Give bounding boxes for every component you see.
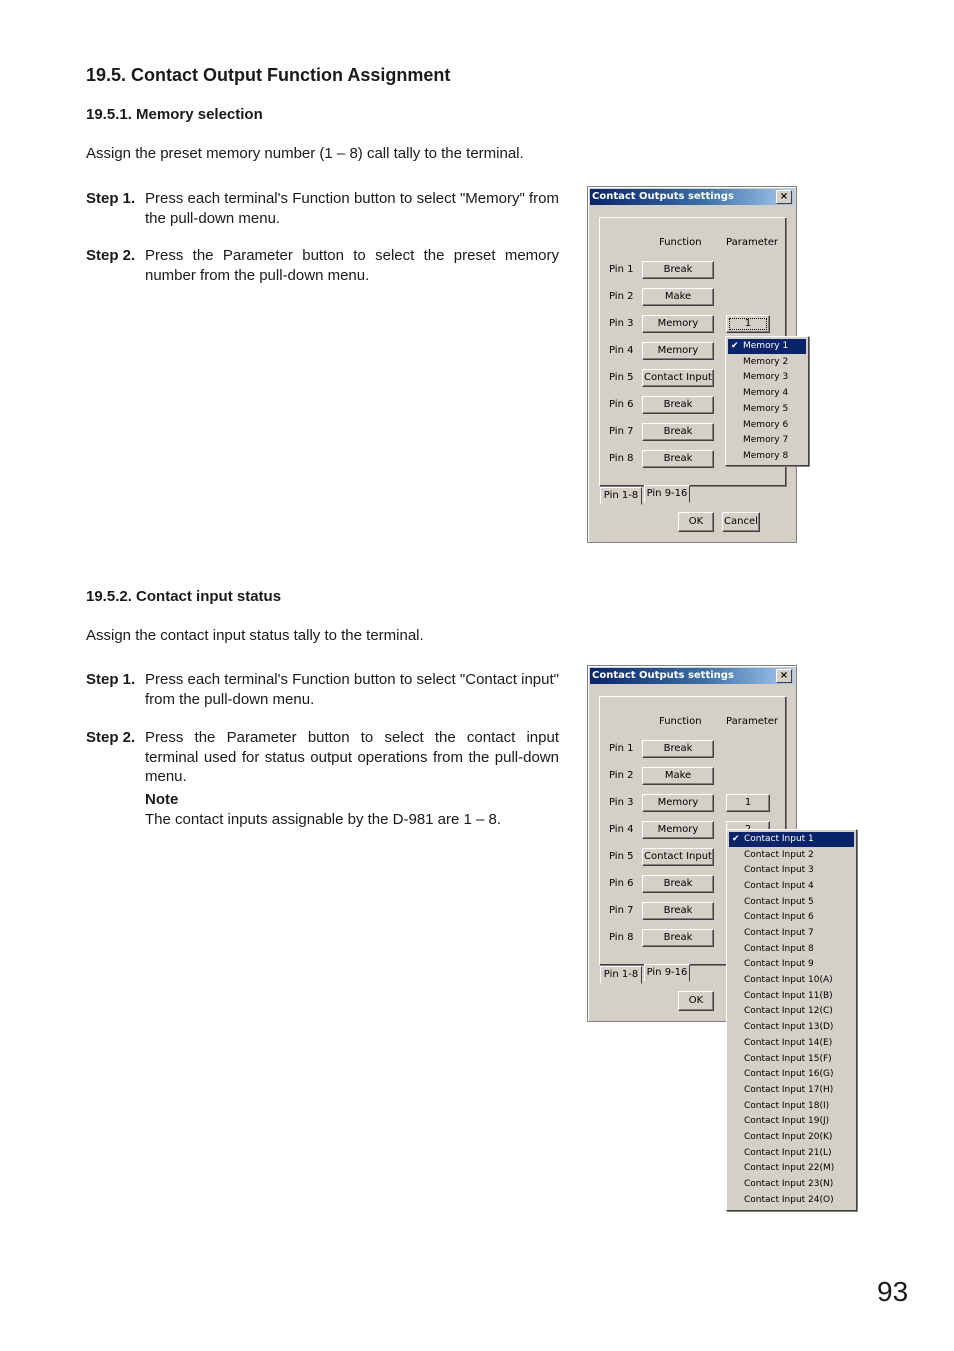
close-icon[interactable]: × xyxy=(776,190,792,204)
cancel-button[interactable]: Cancel xyxy=(722,512,760,532)
pin-3-label: Pin 3 xyxy=(609,318,634,329)
menu-item-contact-input-18[interactable]: Contact Input 18(I) xyxy=(744,1100,830,1111)
pin-5-function-button[interactable]: Contact Input xyxy=(642,369,714,387)
pin-1-function-button[interactable]: Break xyxy=(642,740,714,758)
menu-item-contact-input-21[interactable]: Contact Input 21(L) xyxy=(744,1147,832,1158)
pin-2-label: Pin 2 xyxy=(609,770,634,781)
step-label: Step 1. xyxy=(86,671,136,688)
menu-item-contact-input-20[interactable]: Contact Input 20(K) xyxy=(744,1131,833,1142)
memory-intro: Assign the preset memory number (1 – 8) call tally to the terminal. xyxy=(86,145,524,162)
step-label: Step 2. xyxy=(86,729,136,746)
check-icon: ✔ xyxy=(732,834,740,844)
pin-3-function-button[interactable]: Memory xyxy=(642,794,714,812)
pin-2-label: Pin 2 xyxy=(609,291,634,302)
memory-subsection-title: 19.5.1. Memory selection xyxy=(86,106,263,123)
pin-2-function-button[interactable]: Make xyxy=(642,288,714,306)
pin-6-function-button[interactable]: Break xyxy=(642,396,714,414)
page-number: 93 xyxy=(877,1276,909,1307)
menu-item-memory-4[interactable]: Memory 4 xyxy=(743,388,789,399)
parameter-column-header: Parameter xyxy=(726,716,779,727)
menu-item-contact-input-19[interactable]: Contact Input 19(J) xyxy=(744,1116,830,1127)
contact-input-dropdown-menu xyxy=(726,829,857,1211)
note-text: The contact inputs assignable by the D-981 are 1 – 8. xyxy=(145,810,502,828)
step-label: Step 2. xyxy=(86,247,136,264)
memory-step-2 xyxy=(86,246,559,286)
tab-pin-9-16[interactable]: Pin 9-16 xyxy=(644,964,690,982)
pin-6-label: Pin 6 xyxy=(609,878,634,889)
tab-pin-1-8[interactable]: Pin 1-8 xyxy=(600,487,642,505)
pin-4-function-button[interactable]: Memory xyxy=(642,821,714,839)
ok-button[interactable]: OK xyxy=(678,512,714,532)
pin-2-function-button[interactable]: Make xyxy=(642,767,714,785)
pin-8-label: Pin 8 xyxy=(609,932,634,943)
dialog-title: Contact Outputs settings xyxy=(592,670,734,681)
function-column-header: Function xyxy=(659,716,702,727)
step-text: Press each terminal's Function button to select "Contact input" from the pull-down menu. xyxy=(145,671,559,708)
contact-intro: Assign the contact input status tally to the terminal. xyxy=(86,627,424,644)
menu-item-contact-input-15[interactable]: Contact Input 15(F) xyxy=(744,1053,832,1064)
menu-item-contact-input-17[interactable]: Contact Input 17(H) xyxy=(744,1084,834,1095)
menu-item-memory-8[interactable]: Memory 8 xyxy=(743,450,789,461)
pin-4-label: Pin 4 xyxy=(609,345,634,356)
menu-item-contact-input-24[interactable]: Contact Input 24(O) xyxy=(744,1194,834,1205)
menu-item-memory-6[interactable]: Memory 6 xyxy=(743,419,789,430)
menu-item-memory-3[interactable]: Memory 3 xyxy=(743,372,789,383)
pin-5-function-button[interactable]: Contact Input xyxy=(642,848,714,866)
pin-5-label: Pin 5 xyxy=(609,851,634,862)
menu-item-contact-input-1[interactable]: ✔ Contact Input 1 xyxy=(729,832,854,847)
menu-item-contact-input-8[interactable]: Contact Input 8 xyxy=(744,943,814,954)
step-label: Step 1. xyxy=(86,190,136,207)
menu-item-contact-input-7[interactable]: Contact Input 7 xyxy=(744,928,814,939)
menu-item-contact-input-14[interactable]: Contact Input 14(E) xyxy=(744,1037,833,1048)
pin-3-function-button[interactable]: Memory xyxy=(642,315,714,333)
close-icon[interactable]: × xyxy=(776,669,792,683)
memory-dropdown-menu xyxy=(725,336,809,466)
menu-item-contact-input-16[interactable]: Contact Input 16(G) xyxy=(744,1069,834,1080)
parameter-column-header: Parameter xyxy=(726,237,779,248)
pin-1-label: Pin 1 xyxy=(609,743,634,754)
pin-4-function-button[interactable]: Memory xyxy=(642,342,714,360)
pin-1-function-button[interactable]: Break xyxy=(642,261,714,279)
pin-3-parameter-button[interactable]: 1 xyxy=(726,794,770,812)
menu-item-contact-input-6[interactable]: Contact Input 6 xyxy=(744,912,814,923)
menu-item-memory-2[interactable]: Memory 2 xyxy=(743,356,789,367)
pin-8-function-button[interactable]: Break xyxy=(642,450,714,468)
menu-item-memory-7[interactable]: Memory 7 xyxy=(743,435,789,446)
contact-step-1 xyxy=(86,670,559,710)
menu-item-memory-1[interactable]: ✔ Memory 1 xyxy=(728,339,806,354)
pin-5-label: Pin 5 xyxy=(609,372,634,383)
menu-item-memory-5[interactable]: Memory 5 xyxy=(743,403,789,414)
step-text: Press the Parameter button to select the preset memory number from the pull-down menu. xyxy=(145,247,559,284)
ok-button[interactable]: OK xyxy=(678,991,714,1011)
contact-subsection-title: 19.5.2. Contact input status xyxy=(86,588,282,605)
step-text: Press the Parameter button to select the contact input terminal used for status output operations from the pull-down menu. xyxy=(145,729,559,785)
menu-item-contact-input-22[interactable]: Contact Input 22(M) xyxy=(744,1163,835,1174)
tab-pin-9-16[interactable]: Pin 9-16 xyxy=(644,485,690,503)
check-icon: ✔ xyxy=(731,341,739,351)
menu-item-contact-input-2[interactable]: Contact Input 2 xyxy=(744,849,814,860)
menu-item-contact-input-12[interactable]: Contact Input 12(C) xyxy=(744,1006,833,1017)
step-text: Press each terminal's Function button to select "Memory" from the pull-down menu. xyxy=(145,190,559,227)
pin-4-label: Pin 4 xyxy=(609,824,634,835)
pin-1-label: Pin 1 xyxy=(609,264,634,275)
function-column-header: Function xyxy=(659,237,702,248)
menu-item-contact-input-23[interactable]: Contact Input 23(N) xyxy=(744,1178,834,1189)
contact-step-2 xyxy=(86,728,559,830)
pin-7-function-button[interactable]: Break xyxy=(642,902,714,920)
dialog-title-bar xyxy=(590,189,794,205)
tab-pin-1-8[interactable]: Pin 1-8 xyxy=(600,966,642,984)
pin-3-parameter-button[interactable]: 1 xyxy=(726,315,770,333)
menu-item-contact-input-5[interactable]: Contact Input 5 xyxy=(744,896,814,907)
note-title: Note xyxy=(145,790,179,808)
menu-item-contact-input-10[interactable]: Contact Input 10(A) xyxy=(744,975,833,986)
menu-item-contact-input-9[interactable]: Contact Input 9 xyxy=(744,959,814,970)
pin-3-label: Pin 3 xyxy=(609,797,634,808)
menu-item-contact-input-3[interactable]: Contact Input 3 xyxy=(744,865,814,876)
pin-6-label: Pin 6 xyxy=(609,399,634,410)
pin-8-label: Pin 8 xyxy=(609,453,634,464)
menu-item-contact-input-13[interactable]: Contact Input 13(D) xyxy=(744,1022,834,1033)
menu-item-contact-input-4[interactable]: Contact Input 4 xyxy=(744,881,814,892)
pin-8-function-button[interactable]: Break xyxy=(642,929,714,947)
menu-item-contact-input-11[interactable]: Contact Input 11(B) xyxy=(744,990,833,1001)
pin-6-function-button[interactable]: Break xyxy=(642,875,714,893)
pin-7-label: Pin 7 xyxy=(609,426,634,437)
pin-7-function-button[interactable]: Break xyxy=(642,423,714,441)
section-title: 19.5. Contact Output Function Assignment xyxy=(86,65,451,85)
dialog-title: Contact Outputs settings xyxy=(592,191,734,202)
memory-step-1 xyxy=(86,189,559,229)
dialog-title-bar xyxy=(590,668,794,684)
pin-7-label: Pin 7 xyxy=(609,905,634,916)
